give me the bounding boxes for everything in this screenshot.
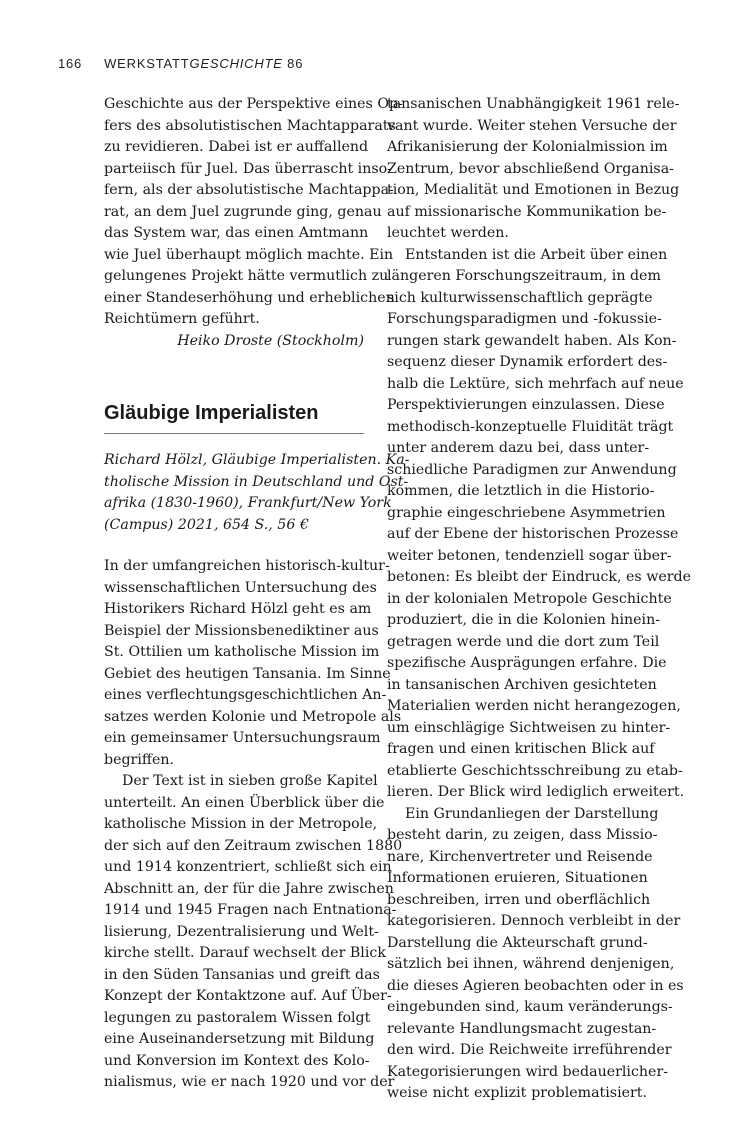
text-line: längeren Forschungszeitraum, in dem — [387, 268, 661, 284]
text-line: betonen: Es bleibt der Eindruck, es werde — [387, 569, 692, 585]
text-line: afrika (1830-1960), Frankfurt/New York — [104, 495, 392, 511]
text-line: Der Text ist in sieben große Kapitel — [122, 773, 378, 789]
journal-name-italic: GESCHICHTE — [189, 56, 283, 71]
text-line: St. Ottilien um katholische Mission im — [104, 644, 380, 660]
text-line: um einschlägige Sichtweisen zu hinter- — [387, 719, 671, 736]
text-line: (Campus) 2021, 654 S., 56 € — [104, 516, 309, 533]
text-line: in der kolonialen Metropole Geschichte — [387, 590, 672, 607]
text-line: 1914 und 1945 Fragen nach Entnationa- — [104, 902, 397, 918]
text-line: halb die Lektüre, sich mehrfach auf neue — [387, 375, 684, 392]
text-line: sätzlich bei ihnen, während denjenigen, — [387, 956, 675, 972]
text-line: kategorisieren. Dennoch verbleibt in der — [387, 913, 681, 929]
text-line: methodisch-konzeptuelle Fluidität trägt — [387, 418, 674, 435]
left-column — [104, 94, 410, 1094]
text-line: Konzept der Kontaktzone auf. Auf Über- — [104, 988, 392, 1004]
text-line: etablierte Geschichtsschreibung zu etab- — [387, 762, 683, 779]
text-line: eine Auseinandersetzung mit Bildung — [104, 1031, 375, 1047]
text-line: kommen, die letztlich in die Historio- — [387, 483, 655, 499]
text-line: und Konversion im Kontext des Kolo- — [104, 1052, 370, 1069]
text-line: wie Juel überhaupt möglich machte. Ein — [104, 246, 394, 263]
text-line: Abschnitt an, der für die Jahre zwischen — [104, 880, 394, 897]
text-line: und 1914 konzentriert, schließt sich ein — [104, 859, 392, 875]
text-line: Richard Hölzl, Gläubige Imperialisten. Ka- — [104, 452, 410, 468]
text-line: Beispiel der Missionsbenediktiner aus — [104, 622, 379, 639]
book-citation — [104, 450, 410, 536]
text-line: Darstellung die Akteurschaft grund- — [387, 934, 648, 951]
text-line: rat, an dem Juel zugrunde ging, genau — [104, 203, 382, 220]
paragraph-methodology — [387, 245, 692, 804]
journal-name-upper: WERKSTATT — [104, 56, 190, 71]
text-line: nialismus, wie er nach 1920 und vor der — [104, 1074, 395, 1090]
text-line: die dieses Agieren beobachten oder in es — [387, 977, 684, 994]
page-number: 166 — [58, 56, 83, 71]
text-line: Historikers Richard Hölzl geht es am — [104, 601, 372, 617]
text-line: Perspektivierungen einzulassen. Diese — [387, 397, 665, 413]
journal-issue: 86 — [282, 56, 304, 71]
text-line: unter anderem dazu bei, dass unter- — [387, 440, 650, 456]
text-line: spezifische Ausprägungen erfahre. Die — [387, 655, 667, 671]
text-line: ein gemeinsamer Untersuchungsraum — [104, 730, 381, 746]
text-line: relevante Handlungsmacht zugestan- — [387, 1020, 657, 1037]
text-line: tion, Medialität und Emotionen in Bezug — [387, 182, 680, 198]
text-line: begriffen. — [104, 751, 175, 768]
text-line: Reichtümern geführt. — [104, 311, 260, 327]
text-line: nare, Kirchenvertreter und Reisende — [387, 848, 653, 865]
right-column — [387, 94, 692, 1105]
text-line: leuchtet werden. — [387, 225, 509, 241]
paragraph-critique — [387, 804, 684, 1105]
text-line: besteht darin, zu zeigen, dass Missio- — [387, 827, 658, 843]
text-line: Entstanden ist die Arbeit über einen — [405, 246, 668, 263]
text-line: unterteilt. An einen Überblick über die — [104, 794, 385, 811]
text-line: das System war, das einen Amtmann — [104, 225, 369, 241]
text-line: fragen und einen kritischen Blick auf — [387, 741, 655, 757]
text-line: vant wurde. Weiter stehen Versuche der — [387, 117, 677, 134]
text-line: auf der Ebene der historischen Prozesse — [387, 526, 679, 542]
review-signature: Heiko Droste (Stockholm) — [177, 332, 364, 349]
text-line: fers des absolutistischen Machtapparats — [104, 117, 396, 134]
text-line: der sich auf den Zeitraum zwischen 1880 — [104, 837, 403, 854]
text-line: legungen zu pastoralem Wissen folgt — [104, 1009, 371, 1026]
text-line: tholische Mission in Deutschland und Ost- — [104, 473, 409, 490]
text-line: beschreiben, irren und oberflächlich — [387, 891, 651, 908]
text-line: tansanischen Unabhängigkeit 1961 rele- — [387, 96, 680, 112]
text-line: gelungenes Projekt hätte vermutlich zu — [104, 268, 389, 284]
text-line: graphie eingeschriebene Asymmetrien — [387, 504, 666, 521]
text-line: weise nicht explizit problematisiert. — [387, 1085, 647, 1101]
text-line: Geschichte aus der Perspektive eines Op- — [104, 96, 403, 112]
text-line: den wird. Die Reichweite irreführender — [387, 1042, 672, 1058]
paragraph-intro — [104, 556, 402, 771]
text-line: Zentrum, bevor abschließend Organisa- — [387, 160, 674, 177]
text-line: wissenschaftlichen Untersuchung des — [104, 579, 377, 596]
text-line: Kategorisierungen wird bedauerlicher- — [387, 1063, 669, 1080]
text-line: Informationen eruieren, Situationen — [387, 870, 648, 886]
running-header — [58, 56, 303, 71]
heading-rule — [104, 433, 364, 434]
review-heading: Gläubige Imperialisten — [104, 402, 319, 424]
text-line: einer Standeserhöhung und erheblichen — [104, 289, 395, 306]
text-line: Gebiet des heutigen Tansania. Im Sinne — [104, 665, 391, 682]
text-line: zu revidieren. Dabei ist er auffallend — [104, 139, 369, 155]
text-line: Ein Grundanliegen der Darstellung — [405, 805, 659, 822]
text-line: In der umfangreichen historisch-kultur- — [104, 558, 390, 574]
text-line: in tansanischen Archiven gesichteten — [387, 676, 657, 693]
text-line: in den Süden Tansanias und greift das — [104, 966, 380, 983]
text-line: eingebunden sind, kaum veränderungs- — [387, 999, 673, 1015]
text-line: Materialien werden nicht herangezogen, — [387, 698, 681, 714]
paragraph-chapters-continued — [387, 94, 680, 245]
text-line: parteiisch für Juel. Das überrascht inso- — [104, 160, 392, 177]
text-line: weiter betonen, tendenziell sogar über- — [387, 547, 672, 564]
text-line: Forschungsparadigmen und -fokussie- — [387, 311, 662, 327]
text-line: rungen stark gewandelt haben. Als Kon- — [387, 332, 677, 349]
paragraph-chapters — [104, 771, 403, 1094]
text-line: kirche stellt. Darauf wechselt der Blick — [104, 945, 386, 961]
text-line: produziert, die in die Kolonien hinein- — [387, 612, 661, 628]
text-line: fern, als der absolutistische Machtappa- — [104, 182, 394, 198]
previous-review-text — [104, 94, 403, 331]
text-line: lisierung, Dezentralisierung und Welt- — [104, 923, 379, 940]
text-line: sich kulturwissenschaftlich geprägte — [387, 289, 653, 306]
text-line: katholische Mission in der Metropole, — [104, 816, 378, 832]
text-line: satzes werden Kolonie und Metropole als — [104, 708, 402, 725]
text-line: eines verflechtungsgeschichtlichen An- — [104, 687, 387, 703]
text-line: sequenz dieser Dynamik erfordert des- — [387, 354, 668, 370]
text-line: Afrikanisierung der Kolonialmission im — [387, 139, 668, 155]
text-line: lieren. Der Blick wird lediglich erweitert. — [387, 784, 685, 800]
text-line: schiedliche Paradigmen zur Anwendung — [387, 461, 677, 478]
text-line: auf missionarische Kommunikation be- — [387, 203, 667, 220]
text-line: getragen werde und die dort zum Teil — [387, 633, 660, 650]
